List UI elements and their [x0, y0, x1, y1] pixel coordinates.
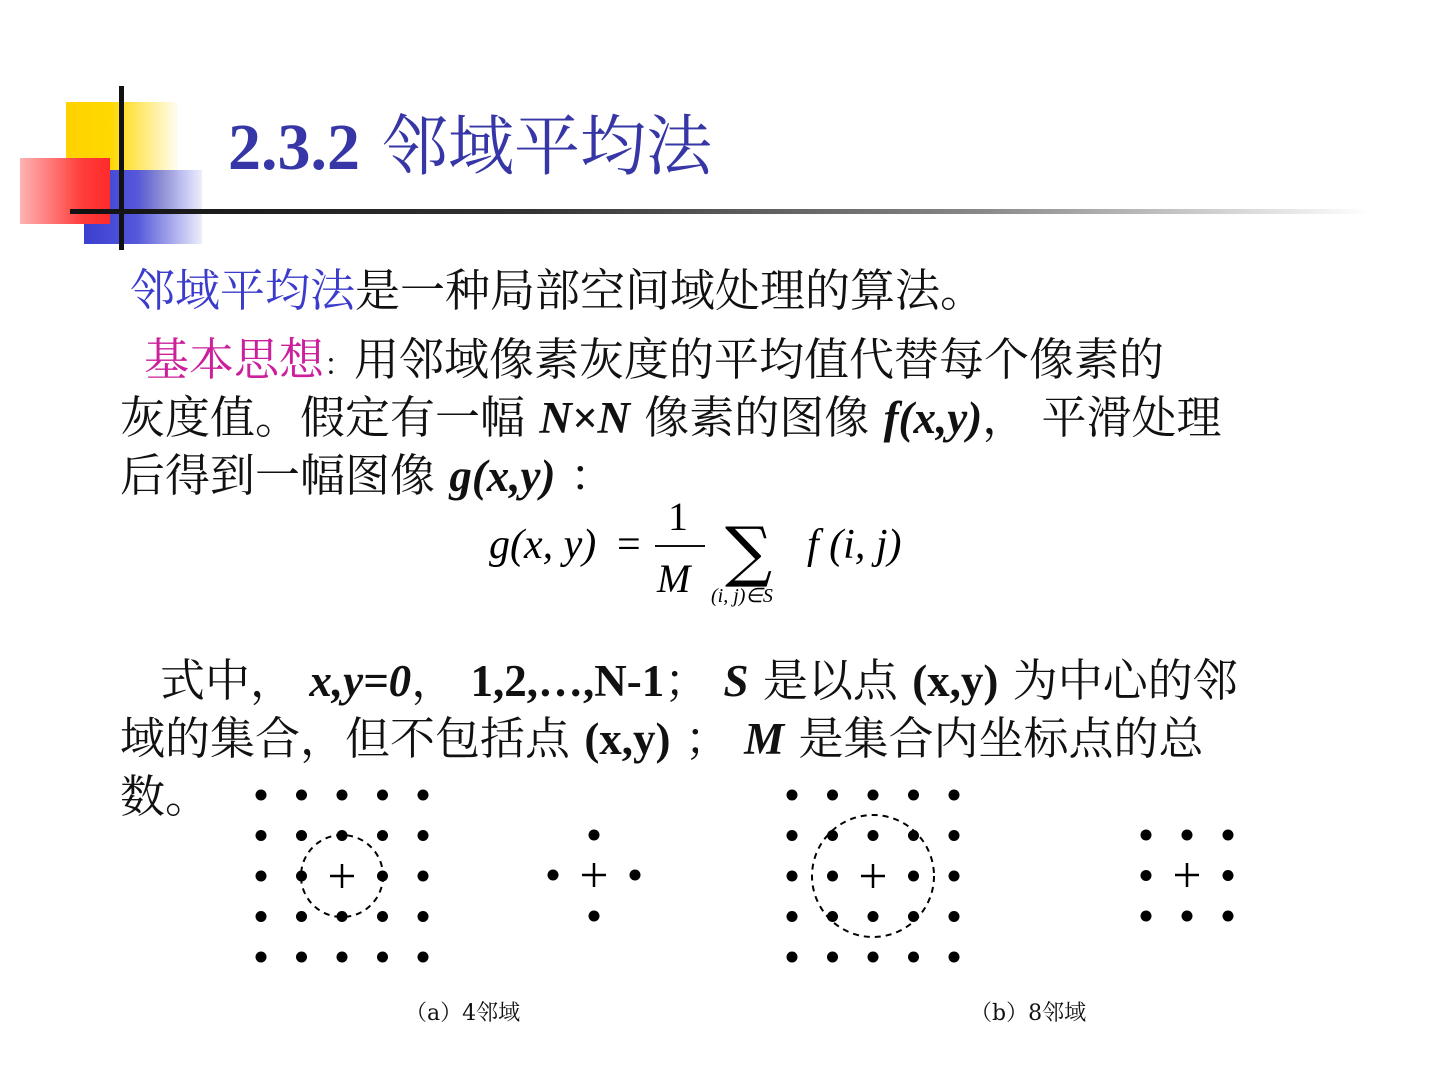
grid-dot [787, 952, 798, 963]
grid-dot [337, 790, 348, 801]
grid-dot [296, 830, 307, 841]
grid-dot [1141, 911, 1152, 922]
grid-dot [548, 870, 559, 881]
formula-lhs: g(x, y) [489, 522, 597, 568]
grid-dot [1223, 911, 1234, 922]
grid-dot [418, 911, 429, 922]
idea-text-3a: 后得到一幅图像 [120, 449, 450, 502]
idea-text-2c: ， 平滑处理 [982, 391, 1222, 444]
grid-4-neighborhood [256, 790, 429, 963]
kernel-4-neighborhood [548, 830, 641, 922]
grid-dot [337, 952, 348, 963]
grid-dot [908, 952, 919, 963]
grid-dot [589, 911, 600, 922]
explain-text-7: ； [670, 712, 745, 765]
grid-dot [827, 871, 838, 882]
explain-text-8: 是集合内坐标点的总 [784, 712, 1204, 765]
explain-text-2: ， [411, 654, 471, 707]
explain-text-6: 域的集合，但不包括点 [120, 712, 585, 765]
idea-text-2b: 像素的图像 [629, 391, 884, 444]
formula-numerator: 1 [668, 494, 688, 539]
grid-dot [827, 952, 838, 963]
caption-4-neighborhood: （a）4邻域 [405, 1001, 521, 1026]
grid-dot [256, 871, 267, 882]
explain-text-5: 为中心的邻 [998, 654, 1238, 707]
explain-text-1: 式中， [160, 654, 310, 707]
intro-term: 邻域平均法 [130, 264, 356, 317]
idea-colon: ： [324, 348, 355, 383]
grid-dot [418, 830, 429, 841]
idea-text-1: 用邻域像素灰度的平均值代替每个像素的 [354, 333, 1165, 386]
grid-dot [787, 790, 798, 801]
grid-dot [296, 790, 307, 801]
grid-dot [256, 790, 267, 801]
fxy-term: f(x,y) [883, 393, 983, 443]
grid-dot [418, 952, 429, 963]
grid-dot [868, 911, 879, 922]
m-term: M [744, 714, 785, 764]
explain-text-4: 是以点 [748, 654, 913, 707]
grid-dot [787, 911, 798, 922]
grid-dot [827, 790, 838, 801]
grid-dot [868, 830, 879, 841]
grid-dot [418, 790, 429, 801]
formula-equals: = [617, 522, 641, 568]
formula-sum-sub: (i, j)∈S [711, 585, 773, 607]
grid-8-neighborhood [787, 790, 960, 963]
grid-dot [949, 830, 960, 841]
nxn-term: N×N [539, 393, 630, 443]
grid-dot [377, 790, 388, 801]
caption-8-neighborhood: （b）8邻域 [970, 1001, 1087, 1026]
formula-rhs: f (i, j) [807, 522, 902, 568]
grid-dot [256, 911, 267, 922]
grid-dot [418, 871, 429, 882]
idea-text-3b: ： [555, 449, 615, 502]
grid-dot [949, 871, 960, 882]
grid-dot [296, 911, 307, 922]
seq-term: 1,2,…,N-1 [470, 656, 665, 706]
grid-dot [787, 871, 798, 882]
grid-dot [1141, 830, 1152, 841]
grid-dot [256, 952, 267, 963]
grid-dot [1223, 830, 1234, 841]
grid-dot [949, 911, 960, 922]
idea-label: 基本思想 [144, 333, 325, 386]
grid-dot [1141, 870, 1152, 881]
grid-dot [949, 952, 960, 963]
grid-dot [630, 870, 641, 881]
xy0-term: x,y=0 [309, 656, 412, 706]
formula-sum: ∑ [725, 513, 773, 590]
grid-dot [1182, 911, 1193, 922]
section-title: 邻域平均法 [382, 108, 712, 185]
explain-text-3: ； [664, 654, 724, 707]
idea-text-2a: 灰度值。假定有一幅 [120, 391, 540, 444]
gxy-term: g(x,y) [449, 451, 556, 501]
grid-dot [589, 830, 600, 841]
grid-dot [296, 952, 307, 963]
section-number: 2.3.2 [228, 111, 360, 184]
grid-dot [1223, 870, 1234, 881]
grid-dot [256, 830, 267, 841]
grid-dot [908, 871, 919, 882]
s-term: S [723, 656, 749, 706]
kernel-8-neighborhood [1141, 830, 1234, 922]
xy2-term: (x,y) [584, 714, 671, 764]
grid-dot [908, 790, 919, 801]
explain-text-9: 数。 [120, 770, 211, 823]
formula-denominator: M [657, 556, 691, 601]
xy1-term: (x,y) [912, 656, 999, 706]
grid-dot [377, 952, 388, 963]
grid-dot [377, 911, 388, 922]
grid-dot [1182, 830, 1193, 841]
intro-text: 是一种局部空间域处理的算法。 [355, 264, 986, 317]
grid-dot [949, 790, 960, 801]
grid-dot [868, 952, 879, 963]
grid-dot [787, 830, 798, 841]
grid-dot [377, 830, 388, 841]
grid-dot [868, 790, 879, 801]
